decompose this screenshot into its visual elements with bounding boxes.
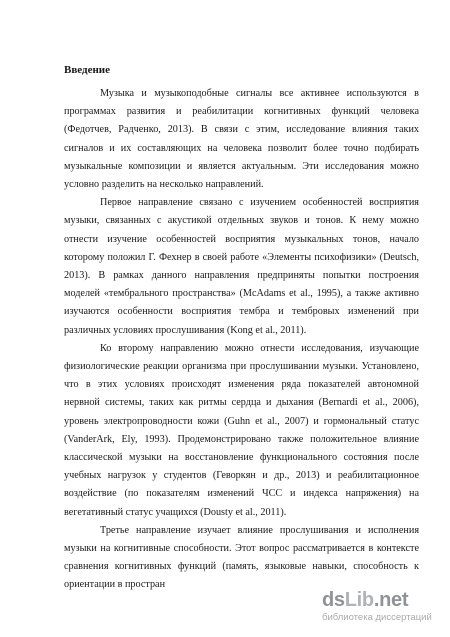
logo-ds: ds xyxy=(322,589,345,611)
document-body xyxy=(64,85,419,595)
paragraph-2: Первое направление связано с изучением особенностей восприятия музыки, связанных с акустикой отдельных звуков и тонов. К нему можно отнести изучение особенностей восприятия музыкальных тонов, начало которому положил Г. Фехнер в своей работе «Элементы психофизики» (Deutsch, 2013). В рамках данного направления предприняты попытки построения моделей «тембрального пространства» (McAdams et al., 1995), а также активно изучаются особенности восприятия тембра и тембровых изменений при различных условиях прослушивания (Kong et al., 2011). xyxy=(64,197,419,336)
dslib-watermark xyxy=(320,587,442,627)
paragraph-3: Ко второму направлению можно отнести исследования, изучающие физиологические реакции организма при прослушивании музыки. Установлено, что в этих условиях происходят изменения ряда показателей автономной нервной системы, таких как ритмы сердца и дыхания (Bernardi et al., 2006), уровень электропроводности кожи (Guhn et al., 2007) и гормональный статус (VanderArk, Ely, 1993). Продемонстрировано также положительное влияние классической музыки на восстановление функционального состояния после учебных нагрузок у студентов (Геворкян и др., 2013) и реабилитационное воздействие (по показателям изменений ЧСС и индекса напряжения) на вегетативный статус учащихся (Dousty et al., 2011). xyxy=(64,342,419,518)
section-heading: Введение xyxy=(64,64,111,76)
dslib-logo xyxy=(322,589,408,611)
paragraph-4: Третье направление изучает влияние прослушивания и исполнения музыки на когнитивные способности. Этот вопрос рассматривается в контексте сравнения когнитивных функций (память, языковые навыки, способность к ориентации в простран xyxy=(64,524,419,591)
logo-net: .net xyxy=(373,589,409,611)
dslib-subtitle: библиотека диссертаций xyxy=(322,612,432,623)
logo-lib: Lib xyxy=(344,589,374,611)
paragraph-1: Музыка и музыкоподобные сигналы все активнее используются в программах развития и реабилитации когнитивных функций человека (Федотчев, Радченко, 2013). В связи с этим, исследование влияния таких сигналов и их составляющих на человека позволит более точно подбирать музыкальные композиции и является актуальным. Эти исследования можно условно разделить на несколько направлений. xyxy=(64,88,419,191)
